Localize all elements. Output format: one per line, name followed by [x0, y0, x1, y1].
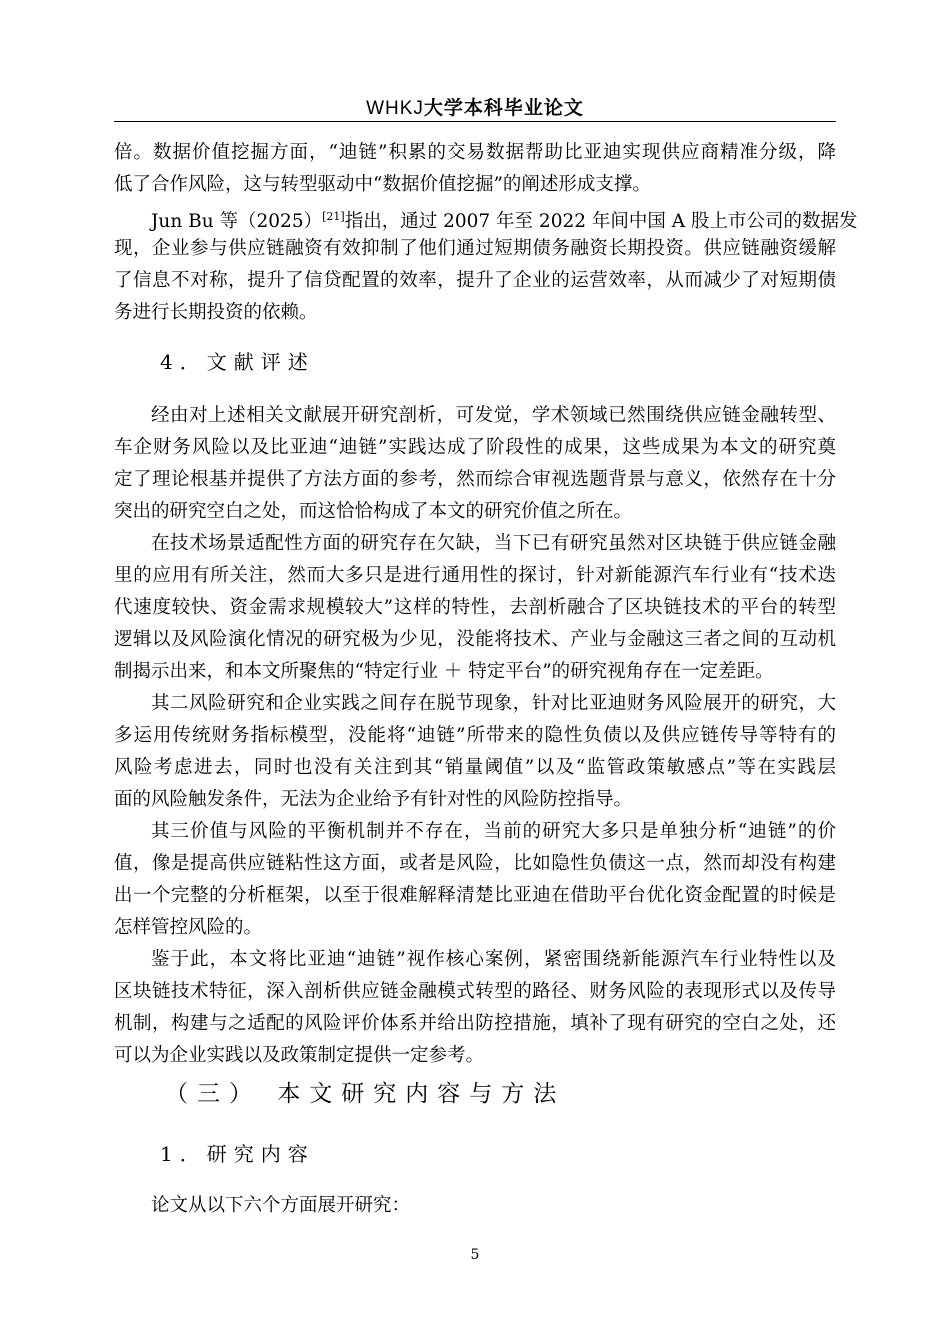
paragraph-line: 里的应用有所关注，然而大多只是进行通用性的探讨，针对新能源汽车行业有“技术迭 — [114, 565, 836, 586]
paragraph-line: 可以为企业实践以及政策制定提供一定参考。 — [114, 1045, 485, 1066]
paragraph-line: 论文从以下六个方面展开研究： — [151, 1195, 411, 1216]
paragraph-line: 面的风险触发条件，无法为企业给予有针对性的风险防控指导。 — [114, 789, 633, 810]
paragraph-line: 代速度较快、资金需求规模较大”这样的特性，去剖析融合了区块链技术的平台的转型 — [114, 597, 836, 618]
header-title: 大学本科毕业论文 — [423, 97, 584, 119]
paragraph-line: 在技术场景适配性方面的研究存在欠缺，当下已有研究虽然对区块链于供应链金融 — [151, 533, 836, 554]
paragraph-line: 车企财务风险以及比亚迪“迪链”实践达成了阶段性的成果，这些成果为本文的研究奠 — [114, 437, 836, 458]
paragraph-line: 定了理论根基并提供了方法方面的参考，然而综合审视选题背景与意义，依然存在十分 — [114, 469, 836, 490]
citation-author: Jun Bu 等（2025） — [151, 211, 323, 232]
paragraph-line: 突出的研究空白之处，而这恰恰构成了本文的研究价值之所在。 — [114, 501, 633, 522]
paragraph-line: 其二风险研究和企业实践之间存在脱节现象，针对比亚迪财务风险展开的研究，大 — [151, 693, 836, 714]
paragraph-line — [151, 204, 858, 235]
paragraph-line: 区块链技术特征，深入剖析供应链金融模式转型的路径、财务风险的表现形式以及传导 — [114, 981, 836, 1002]
heading-section-three: （三） 本文研究内容与方法 — [165, 1081, 566, 1107]
paragraph-line: 倍。数据价值挖掘方面，“迪链”积累的交易数据帮助比亚迪实现供应商精准分级，降 — [114, 142, 836, 163]
heading-research-content: 1．研究内容 — [160, 1142, 315, 1166]
paragraph-line: 制揭示出来，和本文所聚焦的“特定行业 ＋ 特定平台”的研究视角存在一定差距。 — [114, 661, 774, 682]
paragraph-line: 鉴于此，本文将比亚迪“迪链”视作核心案例，紧密围绕新能源汽车行业特性以及 — [151, 949, 836, 970]
paragraph-line: 现，企业参与供应链融资有效抑制了他们通过短期债务融资长期投资。供应链融资缓解 — [114, 238, 836, 259]
paragraph-line: 逻辑以及风险演化情况的研究极为少见，没能将技术、产业与金融这三者之间的互动机 — [114, 629, 836, 650]
citation-ref: [21] — [322, 210, 345, 223]
citation-text: 指出，通过 2007 年至 2022 年间中国 A 股上市公司的数据发 — [344, 211, 858, 232]
paragraph-line: 怎样管控风险的。 — [114, 917, 263, 938]
paragraph-line: 低了合作风险，这与转型驱动中“数据价值挖掘”的阐述形成支撑。 — [114, 174, 651, 195]
header-prefix: WHKJ — [366, 98, 424, 119]
heading-literature-review: 4．文献评述 — [160, 350, 315, 374]
paragraph-line: 了信息不对称，提升了信贷配置的效率，提升了企业的运营效率，从而减少了对短期债 — [114, 270, 836, 291]
header-rule — [114, 121, 836, 122]
page-number: 5 — [470, 1247, 480, 1263]
paragraph-line: 机制，构建与之适配的风险评价体系并给出防控措施，填补了现有研究的空白之处，还 — [114, 1013, 836, 1034]
paragraph-line: 其三价值与风险的平衡机制并不存在，当前的研究大多只是单独分析“迪链”的价 — [151, 821, 836, 842]
running-header — [0, 93, 950, 120]
paragraph-line: 多运用传统财务指标模型，没能将“迪链”所带来的隐性负债以及供应链传导等特有的 — [114, 725, 836, 746]
paragraph-line: 出一个完整的分析框架，以至于很难解释清楚比亚迪在借助平台优化资金配置的时候是 — [114, 885, 836, 906]
paragraph-line: 务进行长期投资的依赖。 — [114, 302, 318, 323]
paragraph-line: 值，像是提高供应链粘性这方面，或者是风险，比如隐性负债这一点，然而却没有构建 — [114, 853, 836, 874]
paragraph-line: 风险考虑进去，同时也没有关注到其“销量阈值”以及“监管政策敏感点”等在实践层 — [114, 757, 836, 778]
paragraph-line: 经由对上述相关文献展开研究剖析，可发觉，学术领域已然围绕供应链金融转型、 — [151, 405, 836, 426]
